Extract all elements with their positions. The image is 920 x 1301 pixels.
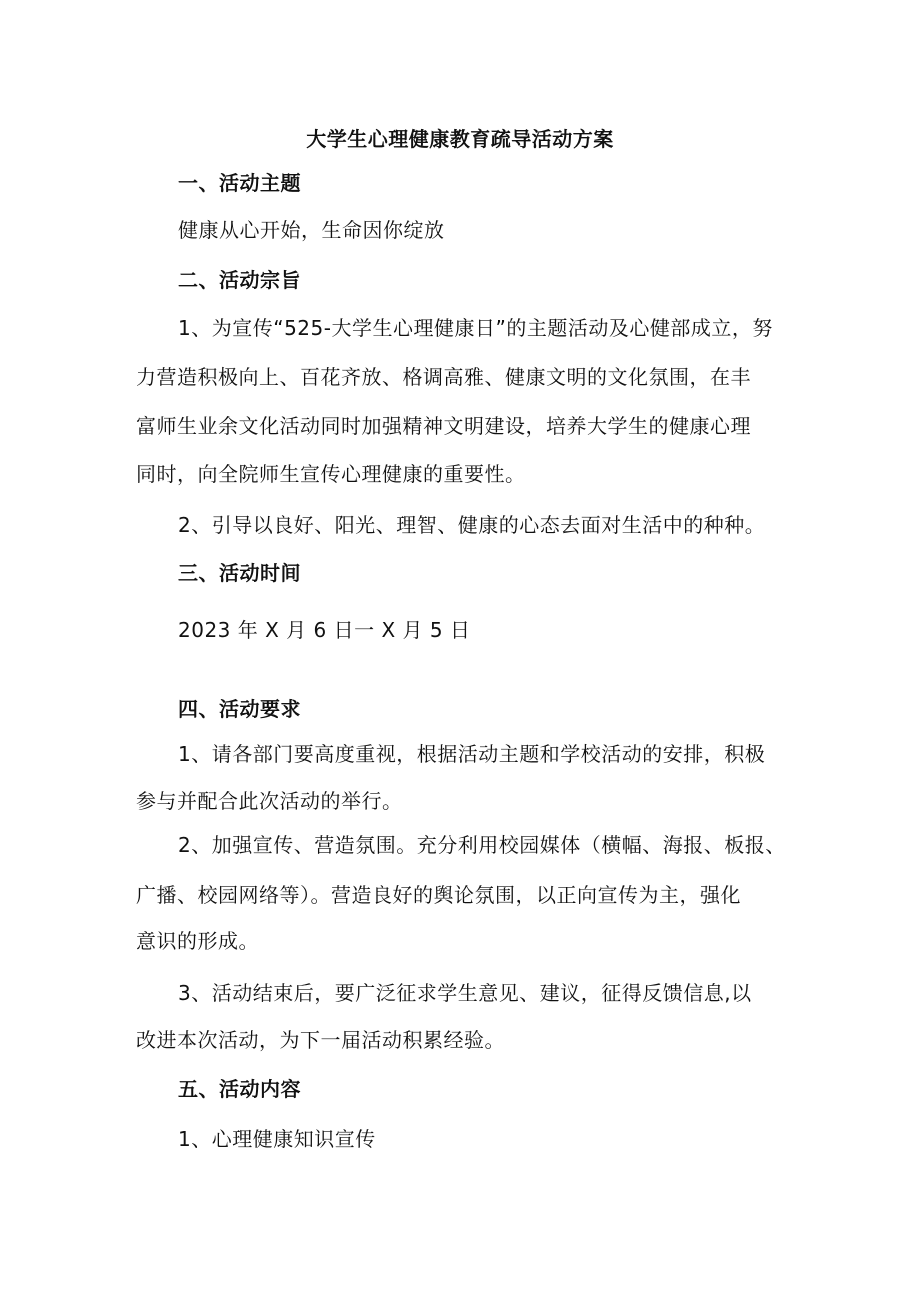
paragraph-line: 健康从心开始，生命因你绽放: [178, 218, 445, 242]
section-heading-requirements: 四、活动要求: [178, 697, 301, 721]
paragraph-line: 3、活动结束后，要广泛征求学生意见、建议，征得反馈信息,以: [178, 981, 752, 1005]
section-heading-content: 五、活动内容: [178, 1077, 301, 1101]
section-heading-purpose: 二、活动宗旨: [178, 268, 301, 292]
section-heading-theme: 一、活动主题: [178, 171, 301, 195]
paragraph-line: 1、心理健康知识宣传: [178, 1127, 376, 1151]
document-title: 大学生心理健康教育疏导活动方案: [306, 127, 614, 151]
paragraph-line-date: 2023 年 X 月 6 日一 X 月 5 日: [178, 618, 471, 642]
paragraph-line: 2、加强宣传、营造氛围。充分利用校园媒体（横幅、海报、板报、: [178, 833, 786, 857]
paragraph-line: 意识的形成。: [136, 929, 259, 953]
paragraph-line: 参与并配合此次活动的举行。: [136, 789, 403, 813]
paragraph-line: 2、引导以良好、阳光、理智、健康的心态去面对生活中的种种。: [178, 513, 766, 537]
paragraph-line: 1、请各部门要高度重视，根据活动主题和学校活动的安排，积极: [178, 742, 766, 766]
paragraph-line: 富师生业余文化活动同时加强精神文明建设，培养大学生的健康心理: [136, 414, 751, 438]
section-heading-time: 三、活动时间: [178, 561, 301, 585]
paragraph-line: 广播、校园网络等）。营造良好的舆论氛围，以正向宣传为主，强化: [136, 883, 741, 907]
paragraph-line: 1、为宣传“525-大学生心理健康日”的主题活动及心健部成立，努: [178, 316, 773, 340]
paragraph-line: 力营造积极向上、百花齐放、格调高雅、健康文明的文化氛围，在丰: [136, 365, 751, 389]
paragraph-line: 同时，向全院师生宣传心理健康的重要性。: [136, 462, 526, 486]
paragraph-line: 改进本次活动，为下一届活动积累经验。: [136, 1028, 505, 1052]
